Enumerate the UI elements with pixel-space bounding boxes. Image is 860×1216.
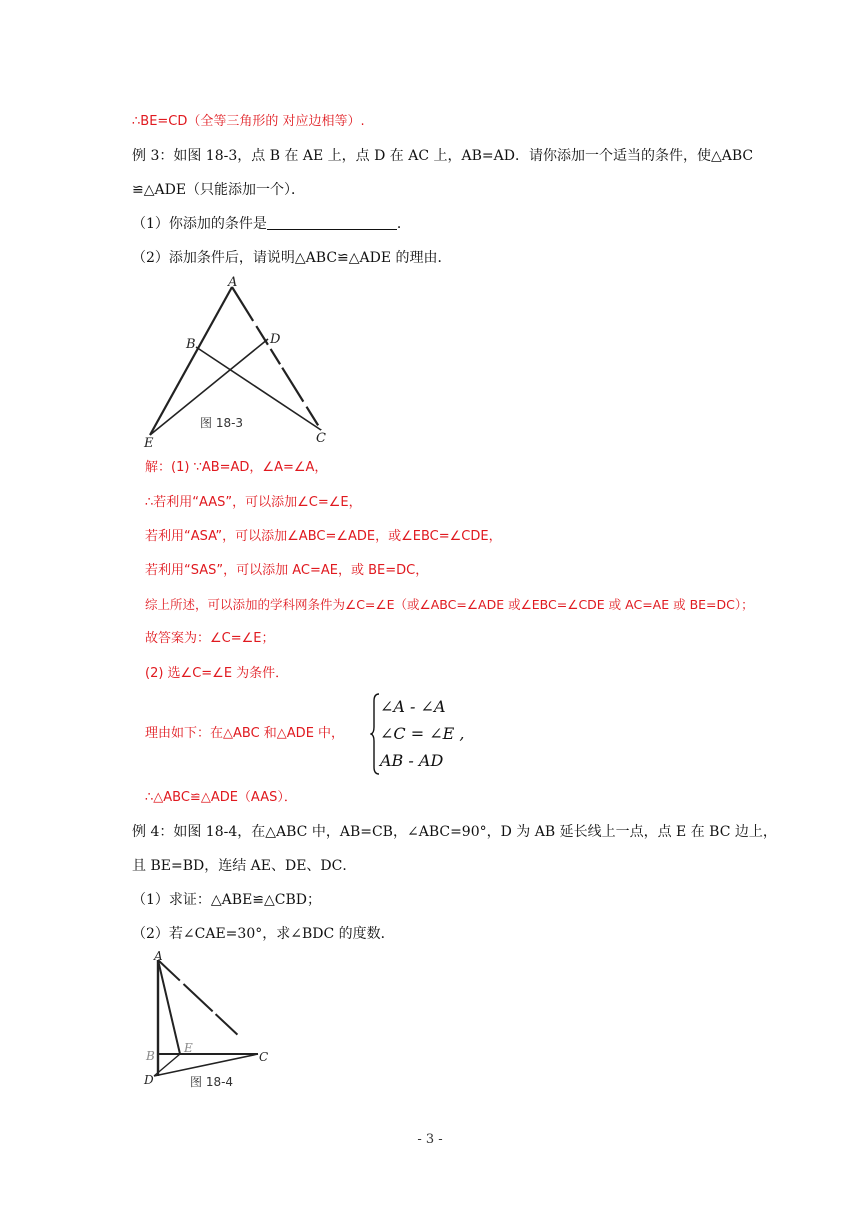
line-DC	[154, 1054, 258, 1076]
label-B: B	[146, 1049, 155, 1063]
label-E: E	[144, 436, 154, 450]
solution-line-5: 综上所述，可以添加的学科网条件为∠C=∠E（或∠ABC=∠ADE 或∠EBC=∠CDE 或 AC=AE 或 BE=DC）；	[145, 597, 754, 612]
label-A: A	[228, 275, 238, 290]
label-C: C	[316, 431, 326, 446]
solution-line-8: 理由如下：在△ABC 和△ADE 中，	[145, 726, 345, 741]
page-number: - 3 -	[417, 1132, 443, 1147]
solution-line-6: 故答案为：∠C=∠E；	[145, 631, 275, 646]
solution-line-3: 若利用“ASA”，可以添加∠ABC=∠ADE，或∠EBC=∠CDE，	[145, 529, 502, 544]
solution-line-7: (2) 选∠C=∠E 为条件．	[145, 666, 289, 681]
answer-blank	[267, 215, 397, 230]
equation-row-1: ∠A - ∠A	[380, 697, 446, 716]
label-C: C	[259, 1050, 269, 1064]
prev-solution-conclusion: ∴BE=CD（全等三角形的 对应边相等）.	[132, 114, 365, 129]
equation-row-2: ∠C = ∠E ,	[380, 724, 465, 743]
label-B: B	[186, 337, 196, 352]
solution-line-4: 若利用“SAS”，可以添加 AC=AE，或 BE=DC，	[145, 563, 429, 578]
example4-question2: （2）若∠CAE=30°，求∠BDC 的度数．	[132, 926, 395, 942]
label-D: D	[144, 1073, 154, 1087]
figure-caption: 图 18-3	[200, 416, 244, 430]
line-AC	[158, 960, 258, 1054]
solution-conclusion: ∴△ABC≌△ADE（AAS）．	[145, 790, 297, 805]
label-A: A	[154, 949, 163, 963]
question1-period: ．	[396, 216, 411, 232]
example3-question1	[132, 214, 411, 234]
example3-statement: 例 3：如图 18-3，点 B 在 AE 上，点 D 在 AC 上，AB=AD．请你添加一个适当的条件，使△ABC	[132, 148, 754, 164]
line-AE	[150, 287, 232, 435]
solution-line-1: 解：(1) ∵AB=AD，∠A=∠A，	[145, 460, 328, 475]
example4-statement: 例 4：如图 18-4，在△ABC 中，AB=CB，∠ABC=90°，D 为 AB 延长线上一点，点 E 在 BC 边上，	[132, 824, 777, 840]
figure-18-4	[140, 948, 280, 1098]
figure-caption: 图 18-4	[190, 1075, 234, 1089]
line-AC	[232, 287, 321, 430]
solution-line-2: ∴若利用“AAS”，可以添加∠C=∠E，	[145, 495, 362, 510]
example4-question1: （1）求证：△ABE≌△CBD；	[132, 892, 322, 908]
question1-text: （1）你添加的条件是	[132, 216, 267, 232]
label-E: E	[184, 1041, 193, 1055]
left-brace	[370, 693, 380, 775]
equation-row-3: AB - AD	[380, 751, 444, 770]
label-D: D	[270, 332, 281, 347]
equation-system	[370, 693, 464, 774]
example3-question2: （2）添加条件后，请说明△ABC≌△ADE 的理由．	[132, 250, 452, 266]
example4-statement-cont: 且 BE=BD，连结 AE、DE、DC．	[132, 858, 357, 874]
figure-18-3	[140, 275, 350, 450]
example3-statement-cont: ≌△ADE（只能添加一个）．	[132, 182, 306, 198]
line-AE	[158, 960, 180, 1054]
